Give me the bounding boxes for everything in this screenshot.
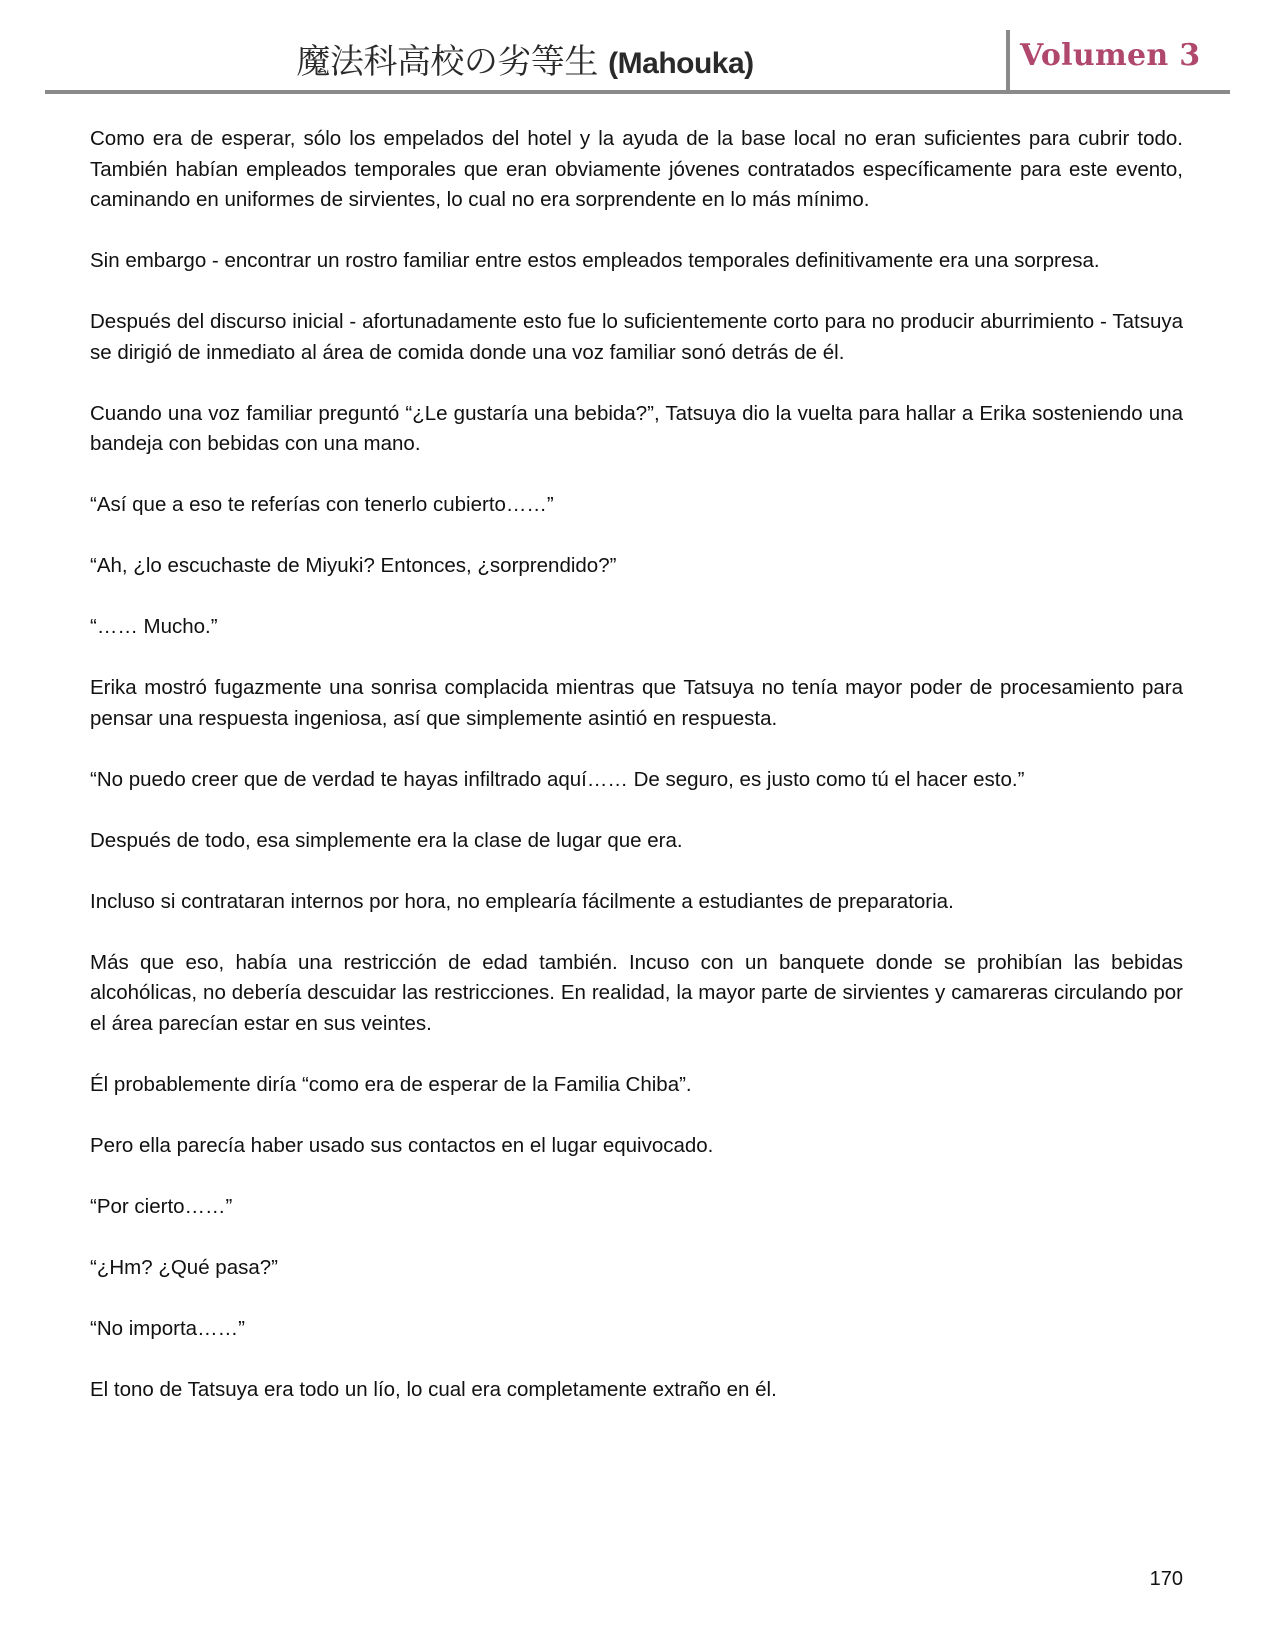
page-body [90, 124, 1183, 1436]
page-number: 170 [1149, 1568, 1183, 1590]
header-rule [45, 90, 1230, 94]
volume-label: Volumen 3 [1020, 38, 1201, 73]
paragraph: Después del discurso inicial - afortunadamente esto fue lo suficientemente corto para no producir aburrimiento - Tatsuya se dirigió de inmediato al área de comida donde una voz familiar sonó detrás de él. [90, 310, 1183, 364]
paragraph: Incluso si contrataran internos por hora, no emplearía fácilmente a estudiantes de preparatoria. [90, 889, 954, 913]
dialogue-line: “Por cierto……” [90, 1194, 233, 1218]
book-title-latin: (Mahouka) [608, 47, 754, 80]
dialogue-line: “Así que a eso te referías con tenerlo cubierto……” [90, 493, 554, 516]
paragraph: Más que eso, había una restricción de edad también. Incuso con un banquete donde se prohibían las bebidas alcohólicas, no debería descuidar las restricciones. En realidad, la mayor parte de sirvientes y camareras circulando por el área parecían estar en sus veintes. [90, 950, 1183, 1035]
header-divider [1006, 30, 1010, 94]
dialogue-line: “No importa……” [90, 1316, 245, 1340]
paragraph: Como era de esperar, sólo los empelados del hotel y la ayuda de la base local no eran suficientes para cubrir todo. También habían empleados temporales que eran obviamente jóvenes contratados específicamente para este evento, caminando en uniformes de sirvientes, lo cual no era sorprendente en lo más mínimo. [90, 127, 1183, 211]
dialogue-line: “Ah, ¿lo escuchaste de Miyuki? Entonces, ¿sorprendido?” [90, 554, 617, 577]
paragraph: Él probablemente diría “como era de esperar de la Familia Chiba”. [90, 1072, 692, 1096]
book-title-japanese: 魔法科高校の劣等生 [296, 42, 598, 82]
paragraph: Pero ella parecía haber usado sus contactos en el lugar equivocado. [90, 1133, 714, 1157]
paragraph: Después de todo, esa simplemente era la clase de lugar que era. [90, 828, 683, 852]
paragraph: Erika mostró fugazmente una sonrisa complacida mientras que Tatsuya no tenía mayor poder de procesamiento para pensar una respuesta ingeniosa, así que simplemente asintió en respuesta. [90, 676, 1183, 730]
book-title [45, 34, 1005, 83]
dialogue-line: “…… Mucho.” [90, 615, 218, 638]
paragraph: El tono de Tatsuya era todo un lío, lo cual era completamente extraño en él. [90, 1377, 777, 1401]
paragraph: Sin embargo - encontrar un rostro familiar entre estos empleados temporales definitivamente era una sorpresa. [90, 249, 1100, 272]
dialogue-line: “¿Hm? ¿Qué pasa?” [90, 1255, 278, 1279]
paragraph: Cuando una voz familiar preguntó “¿Le gustaría una bebida?”, Tatsuya dio la vuelta para hallar a Erika sosteniendo una bandeja con bebidas con una mano. [90, 401, 1183, 455]
dialogue-line: “No puedo creer que de verdad te hayas infiltrado aquí…… De seguro, es justo como tú el hacer esto.” [90, 767, 1025, 791]
page-header [45, 28, 1230, 94]
